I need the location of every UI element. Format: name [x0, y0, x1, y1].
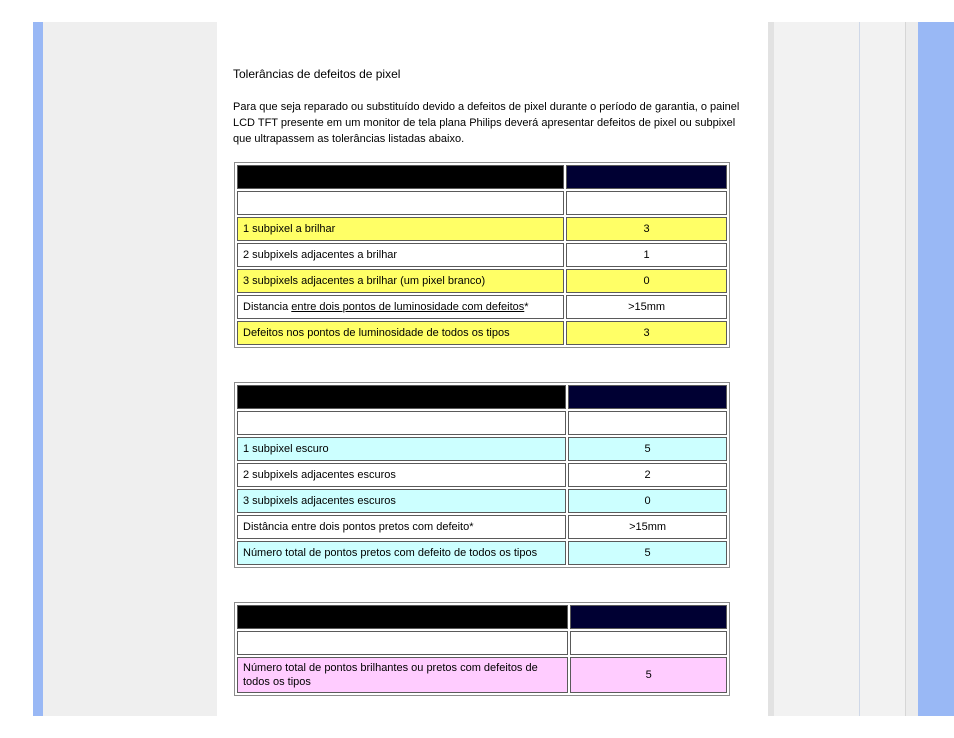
row-value: 3: [566, 217, 727, 241]
row-value: >15mm: [566, 295, 727, 319]
table-cell: [568, 411, 727, 435]
right-frame-panel: [774, 22, 859, 716]
right-frame-panel-secondary: [860, 22, 905, 716]
table-row: [237, 489, 727, 513]
row-value: 0: [568, 489, 727, 513]
table-cell: [570, 631, 727, 655]
table-blank-row: [237, 191, 727, 215]
left-frame-panel: [43, 22, 217, 716]
table-row: [237, 269, 727, 293]
table-row: [237, 295, 727, 319]
table-row: [237, 541, 727, 565]
header-cell: [570, 605, 727, 629]
total-defects-table: [234, 602, 730, 696]
row-value: 5: [570, 657, 727, 693]
table-cell: [566, 191, 727, 215]
row-value: 3: [566, 321, 727, 345]
row-value: 2: [568, 463, 727, 487]
row-value: >15mm: [568, 515, 727, 539]
row-label: Distância entre dois pontos pretos com defeito*: [237, 515, 566, 539]
page-title: Tolerâncias de defeitos de pixel: [233, 67, 401, 81]
row-label: Número total de pontos pretos com defeito de todos os tipos: [237, 541, 566, 565]
table-row: [237, 243, 727, 267]
header-cell: [237, 385, 566, 409]
intro-paragraph: Para que seja reparado ou substituído devido a defeitos de pixel durante o período de garantia, o painel LCD TFT presente em um monitor de tela plana Philips deverá apresentar defeitos de pixel ou subpixel que ultrapassem as tolerâncias listadas abaixo.: [233, 101, 740, 145]
table-blank-row: [237, 631, 727, 655]
row-value: 0: [566, 269, 727, 293]
table-cell: [237, 631, 568, 655]
left-frame-stripe: [33, 22, 43, 716]
row-label: 2 subpixels adjacentes escuros: [237, 463, 566, 487]
table-row: [237, 515, 727, 539]
label-prefix: Distancia: [243, 301, 292, 313]
label-underlined: entre dois pontos de luminosidade com defeitos: [291, 301, 525, 313]
table-header-row: [237, 385, 727, 409]
table-header-row: [237, 605, 727, 629]
header-cell: [237, 165, 564, 189]
row-value: 1: [566, 243, 727, 267]
row-label: 3 subpixels adjacentes a brilhar (um pixel branco): [237, 269, 564, 293]
right-frame-edge: [905, 22, 918, 716]
row-label: 3 subpixels adjacentes escuros: [237, 489, 566, 513]
table-cell: [237, 191, 564, 215]
row-label: 2 subpixels adjacentes a brilhar: [237, 243, 564, 267]
right-frame-stripe: [918, 22, 954, 716]
table-row: [237, 217, 727, 241]
header-cell: [566, 165, 727, 189]
row-label: Número total de pontos brilhantes ou pretos com defeitos de todos os tipos: [237, 657, 568, 693]
row-value: 5: [568, 541, 727, 565]
header-cell: [237, 605, 568, 629]
table-blank-row: [237, 411, 727, 435]
bright-defects-table: [234, 162, 730, 348]
table-cell: [237, 411, 566, 435]
table-row: [237, 437, 727, 461]
row-label: Defeitos nos pontos de luminosidade de todos os tipos: [237, 321, 564, 345]
row-label: [237, 295, 564, 319]
row-value: 5: [568, 437, 727, 461]
table-row: [237, 463, 727, 487]
header-cell: [568, 385, 727, 409]
dark-defects-table: [234, 382, 730, 568]
table-row: [237, 657, 727, 693]
label-suffix: *: [524, 301, 529, 313]
table-header-row: [237, 165, 727, 189]
row-label: 1 subpixel a brilhar: [237, 217, 564, 241]
row-label: 1 subpixel escuro: [237, 437, 566, 461]
table-row: [237, 321, 727, 345]
